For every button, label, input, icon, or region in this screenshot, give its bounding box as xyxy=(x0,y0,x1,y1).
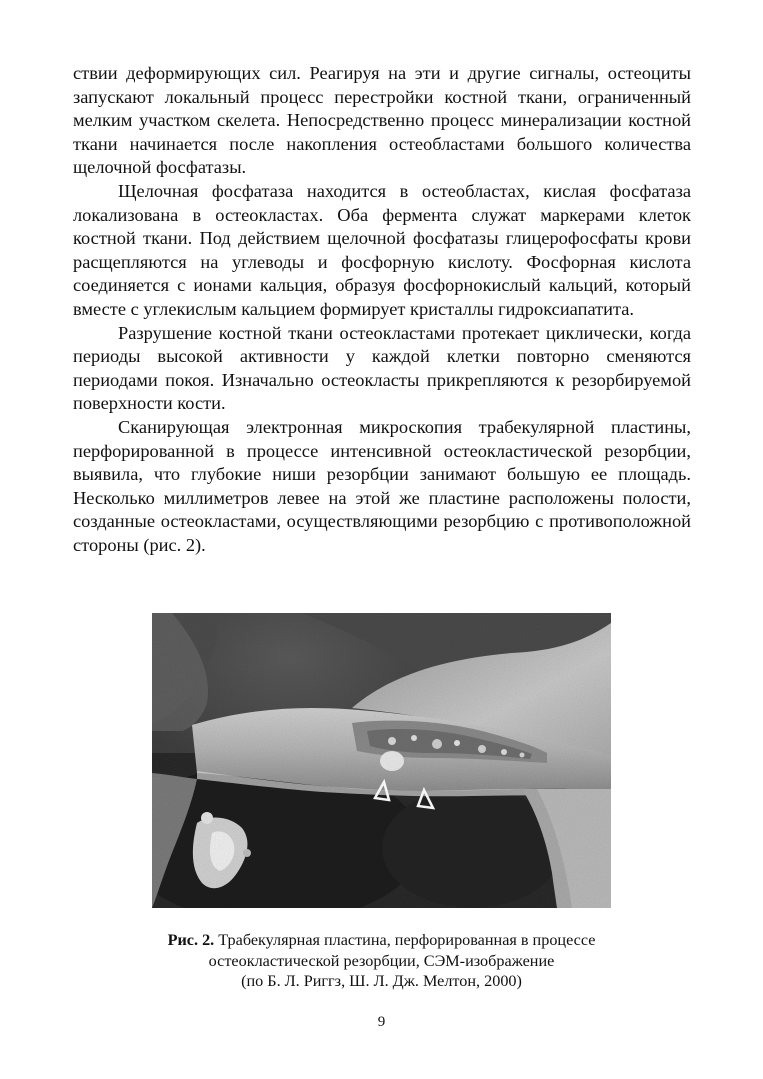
paragraph-4: Сканирующая электронная микроскопия трабекулярной пластины, перфорированной в процессе интенсивной остеокластической резорбции, выявила, что глубокие ниши резорбции занимают большую ее площадь. Несколько миллиметров левее на этой же пластине расположены полости, созданные остеокластами, осуществляющими резорбцию с противоположной стороны (рис. 2). xyxy=(73,416,691,555)
body-text xyxy=(73,62,691,557)
caption-line-3: (по Б. Л. Риггз, Ш. Л. Дж. Мелтон, 2000) xyxy=(241,972,522,990)
figure-caption xyxy=(90,930,673,992)
caption-line-1 xyxy=(90,930,673,951)
paragraph-2: Щелочная фосфатаза находится в остеобластах, кислая фосфатаза локализована в остеокластах. Оба фермента служат маркерами клеток костной ткани. Под действием щелочной фосфатазы глицерофосфаты крови расщепляются на углеводы и фосфорную кислоту. Фосфорная кислота соединяется с ионами кальция, образуя фосфорнокислый кальций, который вместе с углекислым кальцием формирует кристаллы гидроксиапатита. xyxy=(73,180,691,319)
paragraph-1: ствии деформирующих сил. Реагируя на эти и другие сигналы, остеоциты запускают локальный процесс перестройки костной ткани, ограниченный мелким участком скелета. Непосредственно процесс минерализации костной ткани начинается после накопления остеобластами большого количества щелочной фосфатазы. xyxy=(73,63,691,178)
paragraph-3: Разрушение костной ткани остеокластами протекает циклически, когда периоды высокой активности у каждой клетки повторно сменяются периодами покоя. Изначально остеокласты прикрепляются к резорбируемой поверхности кости. xyxy=(73,322,691,414)
caption-text-1: Трабекулярная пластина, перфорированная в процессе xyxy=(214,931,596,949)
caption-label: Рис. 2. xyxy=(167,931,215,949)
sem-micrograph-figure xyxy=(152,613,611,908)
page-number: 9 xyxy=(377,1014,386,1030)
sem-micrograph-image xyxy=(152,613,611,908)
caption-line-2: остеокластической резорбции, СЭМ-изображение xyxy=(208,951,555,970)
